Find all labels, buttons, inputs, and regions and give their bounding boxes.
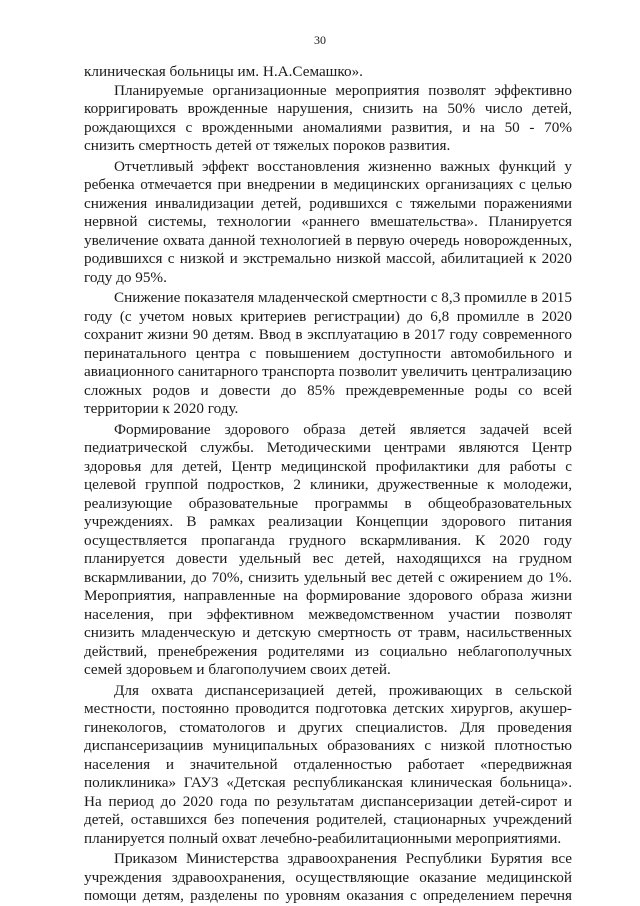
paragraph: Приказом Министерства здравоохранения Республики Бурятия все учреждения здравоохранения, осуществляющие оказание медицинской помощи детям, разделены по уровням оказания с определением перечня: [84, 850, 572, 904]
paragraph: Формирование здорового образа детей является задачей всей педиатрической службы. Методическими центрами являются Центр здоровья для детей, Центр медицинской профилактики для работы с целевой группой подростков, 2 клиники, дружественные к молодежи, реализующие образовательные программы в общеобразовательных учреждениях. В рамках реализации Концепции здорового питания осуществляется пропаганда грудного вскармливания. К 2020 году планируется довести удельный вес детей, находящихся на грудном вскармливании, до 70%, снизить удельный вес детей с ожирением до 1%. Мероприятия, направленные на формирование здорового образа жизни населения, при эффективном межведомственном участии позволят снизить младенческую и детскую смертность от травм, насильственных действий, пренебрежения родителями из социально неблагополучных семей здоровьем и благополучием своих детей.: [84, 420, 572, 678]
paragraph: Снижение показателя младенческой смертности с 8,3 промилле в 2015 году (с учетом новых критериев регистрации) до 6,8 промилле в 2020 сохранит жизни 90 детям. Ввод в эксплуатацию в 2017 году современного перинатального центра с повышением доступности автомобильного и авиационного санитарного транспорта позволит увеличить централизацию сложных родов и довести до 85% преждевременные роды со всей территории к 2020 году.: [84, 289, 572, 417]
paragraph: Отчетливый эффект восстановления жизненно важных функций у ребенка отмечается при внедрении в медицинских организациях с целью снижения инвалидизации детей, родившихся с тяжелыми поражениями нервной системы, технологии «раннего вмешательства». Планируется увеличение охвата данной технологией в первую очередь новорожденных, родившихся с низкой и экстремально низкой массой, абилитацией к 2020 году до 95%.: [84, 157, 572, 286]
paragraph-continuation: клиническая больницы им. Н.А.Семашко».: [84, 63, 363, 80]
page-number: 30: [314, 33, 326, 47]
document-body: [84, 63, 572, 906]
paragraph: Для охвата диспансеризацией детей, проживающих в сельской местности, постоянно проводится подготовка детских хирургов, акушер-гинекологов, стоматологов и других специалистов. Для проведения диспансеризациив муниципальных образованиях с низкой плотностью населения и значительной отдаленностью работает «передвижная поликлиника» ГАУЗ «Детская республиканская клиническая больница». На период до 2020 года по результатам диспансеризации детей-сирот и детей, оставшихся без попечения родителей, стационарных учреждений планируется полный охват лечебно-реабилитационными мероприятиями.: [84, 681, 572, 847]
paragraph: Планируемые организационные мероприятия позволят эффективно корригировать врожденные нарушения, снизить на 50% число детей, рождающихся с врожденными аномалиями развития, и на 50 - 70% снизить смертность детей от тяжелых пороков развития.: [84, 81, 572, 154]
